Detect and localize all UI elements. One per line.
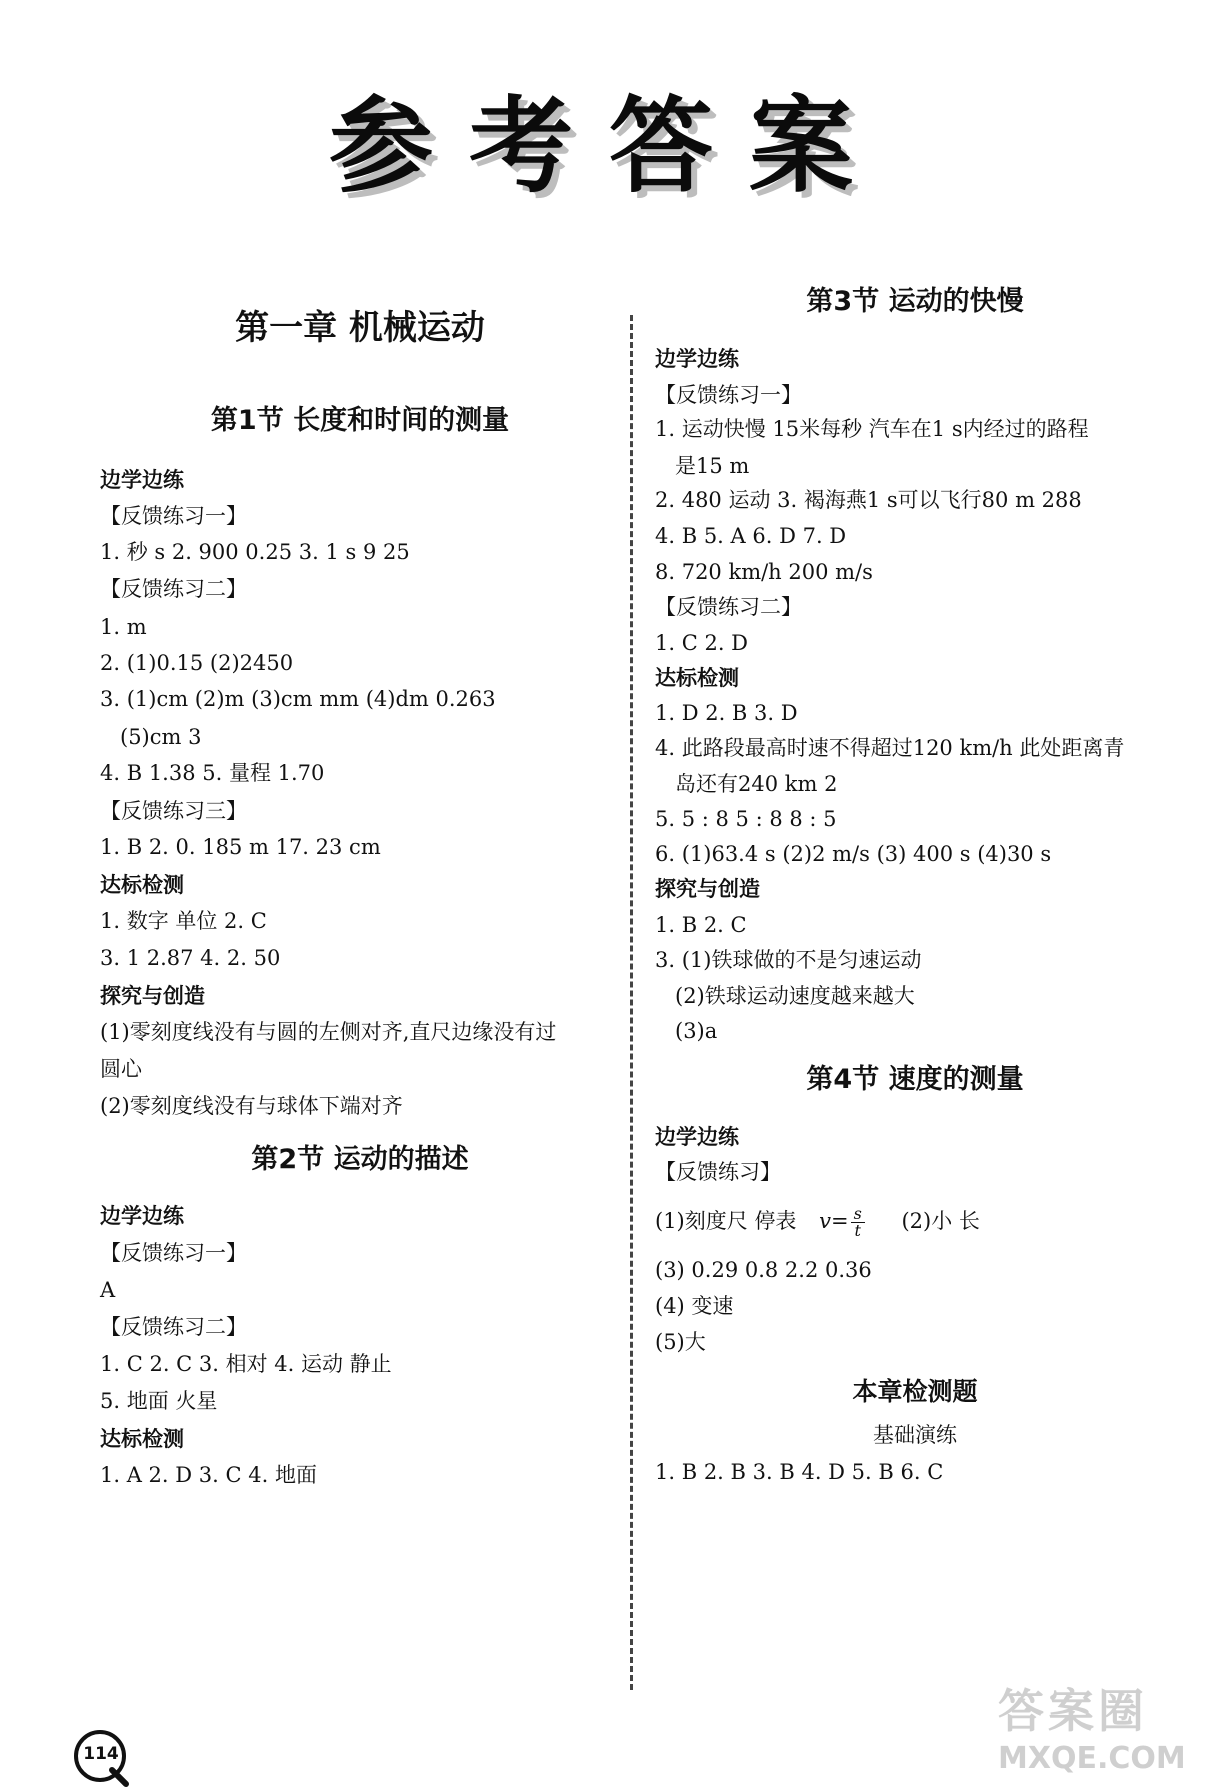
answer-line: 1. B 2. B 3. B 4. D 5. B 6. C: [655, 1460, 944, 1484]
section-title: 第3节 运动的快慢: [806, 286, 1024, 317]
answer-line: 1. C 2. C 3. 相对 4. 运动 静止: [100, 1352, 392, 1376]
subsection-heading: 边学边练: [100, 1204, 184, 1228]
answer-line: (2)铁球运动速度越来越大: [675, 984, 915, 1008]
answer-line: (4) 变速: [655, 1294, 734, 1318]
answer-line: 4. B 5. A 6. D 7. D: [655, 524, 847, 548]
answer-line: A: [100, 1278, 116, 1302]
answer-line: (2)零刻度线没有与球体下端对齐: [100, 1094, 403, 1118]
subsection-heading: 探究与创造: [100, 984, 205, 1008]
answer-line: 是15 m: [675, 454, 750, 478]
answer-line: 1. 数字 单位 2. C: [100, 909, 267, 933]
subsection-heading: 边学边练: [100, 468, 184, 492]
answer-line: 5. 5 : 8 5 : 8 8 : 5: [655, 807, 837, 831]
section-title: 第1节 长度和时间的测量: [210, 405, 510, 436]
answer-line: 6. (1)63.4 s (2)2 m/s (3) 400 s (4)30 s: [655, 842, 1052, 866]
exercise-heading: 【反馈练习二】: [100, 577, 247, 601]
exercise-heading: 【反馈练习一】: [100, 1241, 247, 1265]
answer-line: 1. 秒 s 2. 900 0.25 3. 1 s 9 25: [100, 540, 410, 564]
formula-denominator: t: [854, 1221, 861, 1240]
answer-line: (1)零刻度线没有与圆的左侧对齐,直尺边缘没有过: [100, 1020, 557, 1044]
answer-line: 1. B 2. 0. 185 m 17. 23 cm: [100, 835, 381, 859]
answer-line: 2. (1)0.15 (2)2450: [100, 651, 294, 675]
answer-line: (5)大: [655, 1330, 706, 1354]
exercise-heading: 【反馈练习三】: [100, 799, 247, 823]
section-title: 第2节 运动的描述: [251, 1144, 469, 1175]
answer-line: 2. 480 运动 3. 褐海燕1 s可以飞行80 m 288: [655, 488, 1082, 512]
page-number-badge: [72, 1728, 132, 1788]
subsection-heading: 达标检测: [655, 666, 739, 690]
watermark-logo: [998, 1675, 1186, 1785]
subsection-heading: 探究与创造: [655, 877, 760, 901]
section-title: 第4节 速度的测量: [806, 1064, 1024, 1095]
answer-line: (5)cm 3: [120, 725, 202, 749]
watermark-url: MXQE.COM: [998, 1741, 1186, 1776]
subsection-heading: 达标检测: [100, 1427, 184, 1451]
answer-line: 5. 地面 火星: [100, 1389, 218, 1413]
exercise-heading: 【反馈练习一】: [655, 383, 802, 407]
answer-line: 1. A 2. D 3. C 4. 地面: [100, 1463, 317, 1487]
column-divider: [630, 315, 633, 1690]
answer-line: 1. B 2. C: [655, 913, 747, 937]
answer-line: 4. B 1.38 5. 量程 1.70: [100, 761, 325, 785]
answer-line: (3) 0.29 0.8 2.2 0.36: [655, 1258, 872, 1282]
answer-line: 1. C 2. D: [655, 631, 749, 655]
subsection-heading: 边学边练: [655, 1125, 739, 1149]
watermark-text: 答案圈: [998, 1684, 1148, 1738]
subsection-heading: 边学边练: [655, 347, 739, 371]
exercise-heading: 【反馈练习二】: [655, 595, 802, 619]
answer-line: 3. (1)cm (2)m (3)cm mm (4)dm 0.263: [100, 687, 496, 711]
answer-text: (2)小 长: [901, 1209, 980, 1233]
page-title: 参考答案: [328, 85, 889, 207]
speed-formula-fraction: [851, 1206, 865, 1239]
subsection-heading: 达标检测: [100, 873, 184, 897]
answer-line: 8. 720 km/h 200 m/s: [655, 560, 873, 584]
answer-line: 1. D 2. B 3. D: [655, 701, 798, 725]
answer-line: 圆心: [100, 1057, 142, 1081]
answer-line-formula: [655, 1206, 980, 1239]
answer-line: (3)a: [675, 1019, 718, 1043]
chapter-title: 第一章 机械运动: [235, 308, 485, 348]
page-number: 114: [83, 1744, 119, 1764]
test-title: 本章检测题: [852, 1377, 978, 1406]
test-subtitle: 基础演练: [873, 1423, 957, 1447]
exercise-heading: 【反馈练习】: [655, 1160, 781, 1184]
answer-line: 1. 运动快慢 15米每秒 汽车在1 s内经过的路程: [655, 417, 1089, 441]
answer-line: 4. 此路段最高时速不得超过120 km/h 此处距离青: [655, 736, 1125, 760]
exercise-heading: 【反馈练习二】: [100, 1315, 247, 1339]
answer-line: 3. (1)铁球做的不是匀速运动: [655, 948, 922, 972]
answer-text: (1)刻度尺 停表: [655, 1209, 797, 1233]
answer-line: 1. m: [100, 615, 147, 639]
formula-numerator: s: [851, 1206, 865, 1223]
answer-line: 岛还有240 km 2: [675, 772, 838, 796]
answer-line: 3. 1 2.87 4. 2. 50: [100, 946, 281, 970]
exercise-heading: 【反馈练习一】: [100, 504, 247, 528]
formula-lhs: v=: [819, 1209, 849, 1233]
